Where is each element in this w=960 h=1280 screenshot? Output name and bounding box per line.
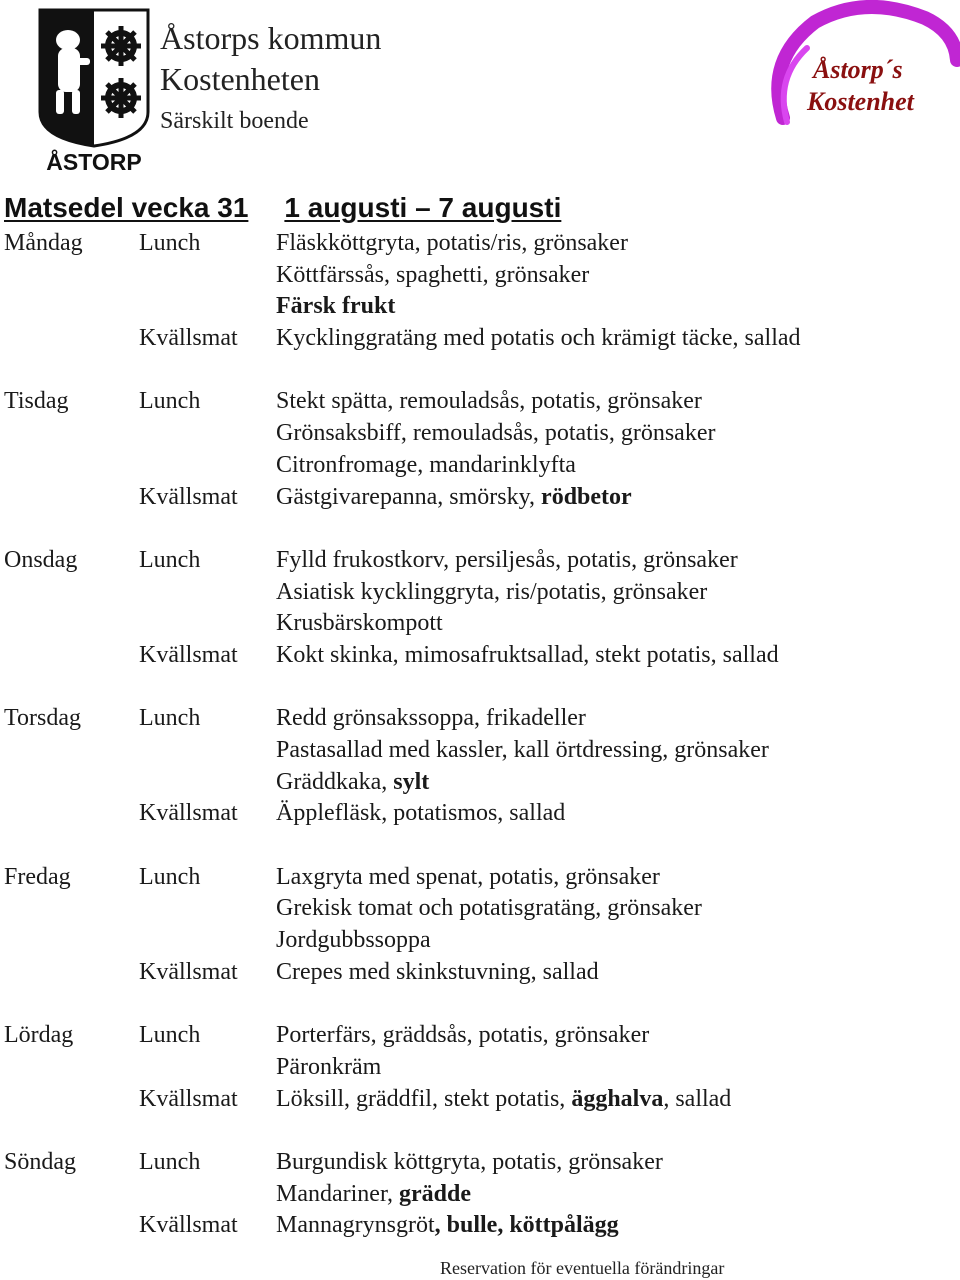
dish-segment: Asiatisk kycklinggryta, ris/potatis, grönsaker — [276, 578, 708, 605]
dish-text — [276, 608, 443, 640]
dish-segment: Löksill, gräddfil, stekt potatis, — [276, 1085, 572, 1112]
dish-text — [276, 1020, 649, 1052]
dish-text — [276, 323, 801, 355]
dish-segment: Äpplefläsk, potatismos, sallad — [276, 800, 566, 827]
dish-segment: Jordgubbssoppa — [276, 927, 431, 954]
menu-row — [0, 1052, 960, 1084]
meal-label: Lunch — [139, 863, 201, 890]
dish-segment: Redd grönsakssoppa, frikadeller — [276, 705, 586, 732]
dish-segment: Grekisk tomat och potatisgratäng, grönsaker — [276, 895, 702, 922]
day-3 — [0, 703, 960, 830]
dish-segment: Pastasallad med kassler, kall örtdressing, grönsaker — [276, 737, 769, 763]
dish-segment: Gästgivarepanna, smörsky, — [276, 483, 542, 510]
dish-segment: Laxgryta med spenat, potatis, grönsaker — [276, 863, 660, 890]
footer-note: Reservation för eventuella förändringar — [440, 1258, 725, 1278]
menu-row — [0, 323, 960, 355]
menu-row — [0, 957, 960, 989]
dish-segment: Gräddkaka, — [276, 768, 394, 795]
menu-row — [0, 640, 960, 672]
menu-week: Matsedel vecka 31 — [4, 192, 249, 223]
dish-text — [276, 1179, 471, 1211]
menu-row — [0, 862, 960, 894]
dish-segment: Köttfärssås, spaghetti, grönsaker — [276, 261, 590, 288]
day-name: Torsdag — [4, 705, 81, 732]
dish-text — [276, 291, 395, 323]
menu-row — [0, 260, 960, 292]
dish-segment: Grönsaksbiff, remouladsås, potatis, grönsaker — [276, 420, 716, 447]
menu-row — [0, 1084, 960, 1116]
menu-row — [0, 703, 960, 735]
dish-segment-bold: rödbetor — [541, 483, 632, 510]
dish-text — [276, 450, 576, 482]
dish-text — [276, 957, 599, 989]
dish-segment: Mandariner, — [276, 1180, 399, 1207]
dish-segment: Crepes med skinkstuvning, sallad — [276, 958, 599, 985]
dish-segment-bold: grädde — [399, 1180, 471, 1207]
dish-segment: Porterfärs, gräddsås, potatis, grönsaker — [276, 1022, 650, 1049]
day-name: Söndag — [4, 1148, 76, 1175]
dish-segment: Fylld frukostkorv, persiljesås, potatis, grönsaker — [276, 546, 738, 573]
dish-text — [276, 577, 707, 609]
weekly-menu — [0, 228, 960, 1274]
menu-row — [0, 735, 960, 767]
meal-label: Lunch — [139, 1022, 201, 1049]
menu-row — [0, 228, 960, 260]
day-2 — [0, 545, 960, 672]
meal-label: Kvällsmat — [139, 800, 238, 827]
meal-label: Lunch — [139, 388, 201, 415]
day-name: Lördag — [4, 1022, 74, 1049]
menu-row — [0, 386, 960, 418]
meal-label: Lunch — [139, 546, 201, 573]
dish-segment-bold: , bulle, köttpålägg — [434, 1212, 619, 1239]
menu-row — [0, 1147, 960, 1179]
menu-row — [0, 1179, 960, 1211]
dish-text — [276, 703, 586, 735]
day-1 — [0, 386, 960, 513]
dish-text — [276, 1052, 381, 1084]
menu-row — [0, 450, 960, 482]
menu-row — [0, 1020, 960, 1052]
dish-text — [276, 260, 589, 292]
dish-segment: Krusbärskompott — [276, 610, 443, 637]
menu-row — [0, 418, 960, 450]
dish-text — [276, 640, 779, 672]
day-name: Onsdag — [4, 546, 78, 573]
page-header — [0, 0, 960, 185]
crest-wordmark: ÅSTORP — [46, 149, 142, 175]
dish-segment-bold: sylt — [393, 768, 430, 795]
menu-row — [0, 893, 960, 925]
dish-segment: Stekt spätta, remouladsås, potatis, grönsaker — [276, 388, 702, 415]
meal-label: Kvällsmat — [139, 958, 238, 985]
menu-row — [0, 767, 960, 799]
dish-text — [276, 482, 632, 514]
meal-label: Kvällsmat — [139, 483, 238, 510]
menu-row — [0, 608, 960, 640]
menu-row — [0, 482, 960, 514]
day-6 — [0, 1147, 960, 1242]
day-name: Tisdag — [4, 388, 69, 415]
dish-segment: , sallad — [663, 1085, 732, 1112]
menu-row — [0, 291, 960, 323]
dish-text — [276, 798, 565, 830]
dish-text — [276, 386, 702, 418]
dish-text — [276, 418, 715, 450]
dish-segment: Burgundisk köttgryta, potatis, grönsaker — [276, 1148, 663, 1175]
dish-segment: Päronkräm — [276, 1053, 382, 1080]
menu-row — [0, 798, 960, 830]
menu-row — [0, 577, 960, 609]
day-4 — [0, 862, 960, 989]
dish-text — [276, 767, 429, 799]
dish-text — [276, 1084, 731, 1116]
dish-segment-bold: Färsk frukt — [276, 293, 396, 320]
menu-date-range: 1 augusti – 7 augusti — [284, 192, 562, 223]
dish-segment: Fläskköttgryta, potatis/ris, grönsaker — [276, 230, 628, 256]
meal-label: Kvällsmat — [139, 1085, 238, 1112]
org-department: Kostenheten — [160, 61, 320, 97]
dish-text — [276, 925, 431, 957]
kostenhet-brand-logo — [765, 0, 960, 150]
dish-text — [276, 1147, 663, 1179]
org-municipality: Åstorps kommun — [160, 20, 382, 56]
menu-row — [0, 925, 960, 957]
organization-name — [160, 18, 381, 138]
meal-label: Lunch — [139, 1148, 201, 1175]
dish-segment: Kycklinggratäng med potatis och krämigt täcke, sallad — [276, 325, 801, 352]
day-5 — [0, 1020, 960, 1115]
dish-segment-bold: ägghalva — [571, 1085, 664, 1112]
dish-text — [276, 862, 660, 894]
dish-segment: Mannagrynsgröt — [276, 1212, 435, 1239]
dish-segment: Citronfromage, mandarinklyfta — [276, 451, 576, 478]
meal-label: Lunch — [139, 230, 201, 256]
menu-row — [0, 1210, 960, 1242]
day-name: Måndag — [4, 230, 83, 256]
meal-label: Kvällsmat — [139, 1212, 238, 1239]
meal-label: Kvällsmat — [139, 325, 238, 352]
day-0 — [0, 228, 960, 355]
day-name: Fredag — [4, 863, 71, 890]
dish-text — [276, 893, 702, 925]
meal-label: Kvällsmat — [139, 641, 238, 668]
meal-label: Lunch — [139, 705, 201, 732]
menu-title — [4, 190, 561, 226]
org-unit: Särskilt boende — [160, 108, 309, 134]
menu-row — [0, 545, 960, 577]
astorp-crest-logo — [36, 6, 152, 176]
dish-text — [276, 1210, 619, 1242]
brand-line-2: Kostenhet — [807, 87, 914, 116]
dish-text — [276, 545, 738, 577]
dish-segment: Kokt skinka, mimosafruktsallad, stekt potatis, sallad — [276, 641, 779, 668]
dish-text — [276, 228, 628, 260]
dish-text — [276, 735, 769, 767]
brand-line-1: Åstorp´s — [813, 55, 903, 84]
